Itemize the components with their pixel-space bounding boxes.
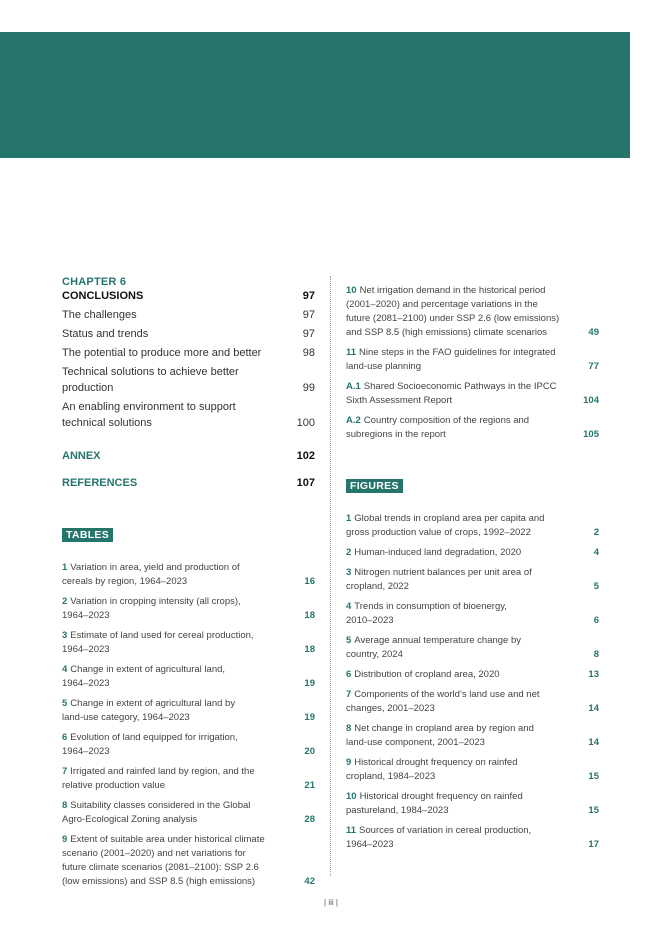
- table-entry[interactable]: [346, 346, 599, 374]
- table-entry-number: A.2: [346, 415, 361, 426]
- table-entry-page: 42: [304, 876, 315, 887]
- chapter-item-title: The challenges: [62, 309, 137, 321]
- figure-entry-title: Historical drought frequency on rainfed pastureland, 1984–2023: [346, 791, 523, 816]
- chapter-item[interactable]: [62, 364, 315, 396]
- figure-entry-number: 2: [346, 547, 352, 558]
- figure-entry-title: Global trends in cropland area per capita and gross production value of crops, 1992–2022: [346, 513, 545, 538]
- chapter-item-page: 98: [302, 347, 315, 359]
- chapter-page: 97: [302, 290, 315, 302]
- table-entry[interactable]: [346, 414, 599, 442]
- right-column: [346, 276, 599, 858]
- table-entry[interactable]: [62, 561, 315, 589]
- table-entry-page: 19: [304, 712, 315, 723]
- table-entry-number: 1: [62, 562, 68, 573]
- annex-page: 102: [296, 450, 315, 462]
- table-entry-title: Variation in area, yield and production of cereals by region, 1964–2023: [62, 562, 240, 587]
- table-entry-title: Country composition of the regions and subregions in the report: [346, 415, 530, 440]
- chapter-item-title: Status and trends: [62, 328, 149, 340]
- figure-entry-page: 15: [588, 805, 599, 816]
- references-page: 107: [296, 477, 315, 489]
- table-entry-title: Extent of suitable area under historical climate scenario (2001–2020) and net variations for future climate scenarios (2081–2100): SSP 2.6 (low emissions) and SSP 8.5 (high emissions): [62, 834, 265, 887]
- figure-entry[interactable]: [346, 512, 599, 540]
- figure-entry-number: 7: [346, 689, 352, 700]
- figure-entry-page: 13: [588, 669, 599, 680]
- table-entry[interactable]: [62, 663, 315, 691]
- table-entry-page: 21: [304, 780, 315, 791]
- figure-entry-title: Average annual temperature change by country, 2024: [346, 635, 522, 660]
- figure-entry-page: 14: [588, 703, 599, 714]
- figure-entry[interactable]: [346, 688, 599, 716]
- table-entry[interactable]: [62, 799, 315, 827]
- figure-entry-title: Human-induced land degradation, 2020: [354, 547, 522, 558]
- annex-title: ANNEX: [62, 450, 101, 462]
- table-entry-page: 18: [304, 644, 315, 655]
- table-entry-number: 7: [62, 766, 68, 777]
- chapter-label: CHAPTER 6: [62, 276, 127, 288]
- table-entry-number: 10: [346, 285, 357, 296]
- table-entry-number: 3: [62, 630, 68, 641]
- table-entry-page: 16: [304, 576, 315, 587]
- figure-entry[interactable]: [346, 790, 599, 818]
- figure-entry-title: Distribution of cropland area, 2020: [354, 669, 500, 680]
- column-divider: [330, 276, 331, 876]
- table-entry-number: 6: [62, 732, 68, 743]
- table-entry-number: 9: [62, 834, 68, 845]
- figure-entry[interactable]: [346, 756, 599, 784]
- figure-entry-number: 1: [346, 513, 352, 524]
- page-number: | iii |: [324, 898, 338, 907]
- chapter-item-title: The potential to produce more and better: [62, 347, 262, 359]
- chapter-item-page: 97: [302, 309, 315, 321]
- tables-cont-list: [346, 284, 599, 442]
- table-entry-title: Change in extent of agricultural land, 1964–2023: [62, 664, 226, 689]
- table-entry[interactable]: [346, 380, 599, 408]
- figure-entry[interactable]: [346, 824, 599, 852]
- table-entry-number: 8: [62, 800, 68, 811]
- table-entry-title: Change in extent of agricultural land by land-use category, 1964–2023: [62, 698, 236, 723]
- figure-entry-number: 10: [346, 791, 357, 802]
- figure-entry-title: Components of the world’s land use and net changes, 2001–2023: [346, 689, 540, 714]
- figure-entry-title: Sources of variation in cereal production, 1964–2023: [346, 825, 532, 850]
- table-entry-page: 18: [304, 610, 315, 621]
- table-entry-title: Irrigated and rainfed land by region, and the relative production value: [62, 766, 255, 791]
- figure-entry[interactable]: [346, 634, 599, 662]
- figure-entry-page: 15: [588, 771, 599, 782]
- annex-row[interactable]: [62, 449, 315, 463]
- table-entry-page: 19: [304, 678, 315, 689]
- figure-entry[interactable]: [346, 668, 599, 682]
- figure-entry[interactable]: [346, 722, 599, 750]
- table-entry[interactable]: [62, 731, 315, 759]
- chapter-item-title: An enabling environment to support technical solutions: [62, 401, 236, 429]
- figure-entry-page: 5: [593, 581, 599, 592]
- header-banner: [0, 32, 630, 158]
- chapter-item-page: 99: [302, 382, 315, 394]
- tables-heading: TABLES: [62, 528, 113, 542]
- table-entry-number: A.1: [346, 381, 361, 392]
- figures-list: [346, 512, 599, 852]
- table-entry[interactable]: [62, 697, 315, 725]
- figure-entry-page: 8: [593, 649, 599, 660]
- figure-entry-number: 4: [346, 601, 352, 612]
- chapter-item[interactable]: [62, 399, 315, 431]
- table-entry-number: 2: [62, 596, 68, 607]
- figure-entry[interactable]: [346, 566, 599, 594]
- figure-entry-number: 3: [346, 567, 352, 578]
- chapter-item-page: 100: [296, 417, 315, 429]
- chapter-item[interactable]: [62, 307, 315, 323]
- table-entry-title: Suitability classes considered in the Global Agro-Ecological Zoning analysis: [62, 800, 251, 825]
- chapter-title-row[interactable]: [62, 289, 315, 304]
- figure-entry-title: Historical drought frequency on rainfed cropland, 1984–2023: [346, 757, 518, 782]
- figure-entry-number: 5: [346, 635, 352, 646]
- figure-entry[interactable]: [346, 600, 599, 628]
- table-entry-page: 20: [304, 746, 315, 757]
- chapter-items: [62, 307, 315, 431]
- tables-heading-wrap: [62, 525, 315, 543]
- table-entry[interactable]: [62, 765, 315, 793]
- tables-list: [62, 561, 315, 889]
- figure-entry-title: Nitrogen nutrient balances per unit area of cropland, 2022: [346, 567, 532, 592]
- table-entry[interactable]: [62, 629, 315, 657]
- chapter-item-page: 97: [302, 328, 315, 340]
- table-entry-number: 11: [346, 347, 357, 358]
- table-entry[interactable]: [62, 833, 315, 889]
- table-entry-title: Shared Socioeconomic Pathways in the IPCC Sixth Assessment Report: [346, 381, 557, 406]
- table-entry-page: 49: [588, 327, 599, 338]
- figure-entry-number: 8: [346, 723, 352, 734]
- figure-entry-number: 11: [346, 825, 357, 836]
- figure-entry-number: 9: [346, 757, 352, 768]
- figure-entry-title: Net change in cropland area by region and land-use component, 2001–2023: [346, 723, 534, 748]
- figure-entry-page: 4: [593, 547, 599, 558]
- table-entry-page: 105: [583, 429, 599, 440]
- table-entry-title: Nine steps in the FAO guidelines for integrated land-use planning: [346, 347, 556, 372]
- figure-entry-page: 14: [588, 737, 599, 748]
- table-entry-page: 104: [583, 395, 599, 406]
- table-entry-number: 5: [62, 698, 68, 709]
- table-entry-title: Estimate of land used for cereal production, 1964–2023: [62, 630, 254, 655]
- figures-heading: FIGURES: [346, 479, 403, 493]
- chapter-title: CONCLUSIONS: [62, 290, 144, 302]
- references-title: REFERENCES: [62, 477, 138, 489]
- left-column: [62, 276, 315, 895]
- table-entry-title: Variation in cropping intensity (all crops), 1964–2023: [62, 596, 241, 621]
- figure-entry-page: 17: [588, 839, 599, 850]
- table-entry-page: 77: [588, 361, 599, 372]
- chapter-item[interactable]: [62, 345, 315, 361]
- figure-entry-page: 2: [593, 527, 599, 538]
- table-entry-title: Evolution of land equipped for irrigation, 1964–2023: [62, 732, 238, 757]
- references-row[interactable]: [62, 476, 315, 490]
- figure-entry[interactable]: [346, 546, 599, 560]
- chapter-item-title: Technical solutions to achieve better production: [62, 366, 239, 394]
- table-entry[interactable]: [346, 284, 599, 340]
- table-entry-page: 28: [304, 814, 315, 825]
- figure-entry-title: Trends in consumption of bioenergy, 2010–2023: [346, 601, 507, 626]
- chapter-item[interactable]: [62, 326, 315, 342]
- table-entry-number: 4: [62, 664, 68, 675]
- table-entry-title: Net irrigation demand in the historical period (2001–2020) and percentage variations in the future (2081–2100) under SSP 2.6 (low emissions) and SSP 8.5 (high emissions) climate scenarios: [346, 285, 560, 338]
- figures-heading-wrap: [346, 476, 599, 494]
- figure-entry-number: 6: [346, 669, 352, 680]
- table-entry[interactable]: [62, 595, 315, 623]
- figure-entry-page: 6: [593, 615, 599, 626]
